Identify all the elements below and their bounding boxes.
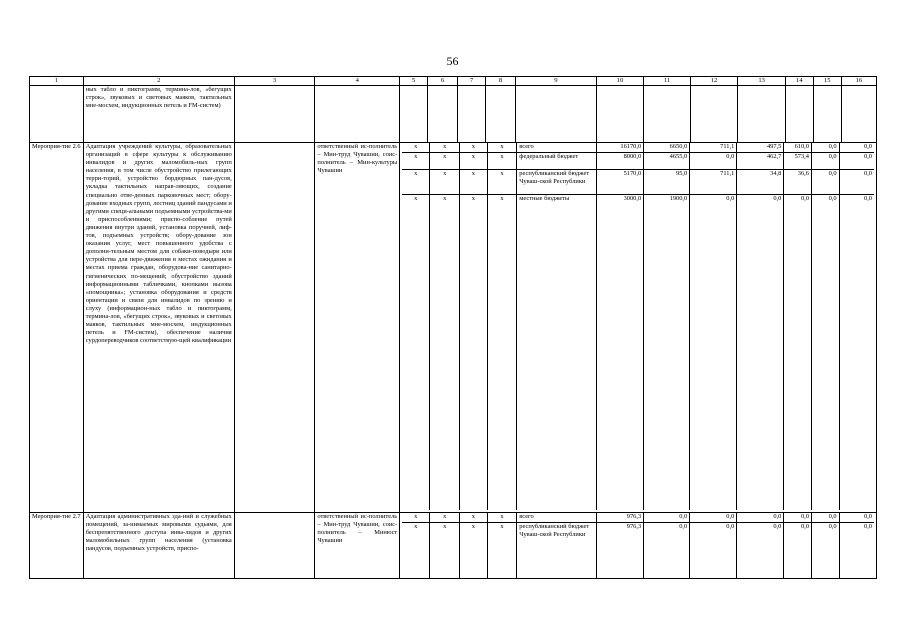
measure-executor: ответственный ис-полнитель – Мин-труд Чувашии, соис-полнитель – Минюст Чувашии (315, 513, 400, 579)
funding-line: х х х х всего 16170,0 6650,0 711,1 497,5 610,0 0,0 0,0 (402, 143, 874, 152)
measure-executor: ответственный ис-полнитель – Мин-труд Чувашии, соис-полнитель – Мин-культуры Чувашии (315, 143, 400, 513)
funding-line: х х х х местные бюджеты 3000,0 1900,0 0,0 0,0 0,0 0,0 0,0 (402, 194, 874, 510)
continuation-row (30, 86, 877, 143)
col-header: 7 (458, 77, 486, 86)
funding-line: х х х х федеральный бюджет 8000,0 4655,0 0,0 462,7 573,4 0,0 0,0 (402, 152, 874, 169)
col-header: 14 (785, 77, 813, 86)
col-header: 12 (690, 77, 738, 86)
col-header: 15 (813, 77, 841, 86)
funding-source: всего (517, 513, 597, 522)
col-header: 8 (486, 77, 516, 86)
funding-subtable (402, 143, 874, 510)
funding-line: х х х х республиканский бюджет Чуваш-ской Республики 976,3 0,0 0,0 0,0 0,0 0,0 0,0 (402, 522, 874, 578)
measure-row-2-7 (30, 513, 877, 579)
page-number: 56 (446, 54, 459, 68)
measure-label: Мероприя-тие 2.6 (30, 143, 84, 513)
col-header: 1 (30, 77, 84, 86)
col-header: 3 (234, 77, 315, 86)
column-number-row (30, 77, 877, 86)
col-header: 16 (841, 77, 876, 86)
program-table (29, 76, 877, 579)
measure-row-2-6 (30, 143, 877, 513)
col-header: 10 (596, 77, 644, 86)
col-header: 9 (516, 77, 597, 86)
funding-source: местные бюджеты (517, 194, 597, 510)
col-header: 4 (315, 77, 400, 86)
continuation-text: ных табло и пиктограмм, термина-лов, «бегущих строк», звуковых и световых маяков, тактильных мне-мосхем, индукционных петель и FM-систем) (83, 86, 234, 143)
funding-source: республиканский бюджет Чуваш-ской Республики (517, 522, 597, 578)
measure-description: Адаптация административных зда-ний и служебных помещений, за-нимаемых мировыми судьями, для беспрепятственного доступа инва-лидов и других маломобильных групп населения (установка пандусов, подъемных устройств, приспо- (83, 513, 234, 579)
funding-source: всего (517, 143, 597, 152)
col-header: 6 (428, 77, 458, 86)
measure-label: Мероприя-тие 2.7 (30, 513, 84, 579)
col-header: 5 (400, 77, 428, 86)
funding-line: х х х х всего 976,3 0,0 0,0 0,0 0,0 0,0 0,0 (402, 513, 874, 522)
col-header: 2 (83, 77, 234, 86)
funding-line: х х х х республиканский бюджет Чуваш-ской Республики 5170,0 95,0 711,1 34,8 36,6 0,0 0,0 (402, 169, 874, 194)
col-header: 11 (644, 77, 691, 86)
measure-description: Адаптация учреждений культуры, образовательных организаций в сфере культуры к обслуживанию инвалидов и других маломобиль-ных групп населения, в том числе обустройство прилегающих терри-торий, устройство бордюрных пан-дусов, укладка тактильных направ-ляющих, создание специально отве-денных парковочных мест; обору-дование входных групп, лестниц зданий пандусами и другими специ-альными подъемными устройства-ми и приспособлениями; приспо-собление путей движения внутри зданий, установка поручней, лиф-тов, подъемных устройств; обору-дование зон оказания услуг, мест повышенного удобства с дополни-тельным местом для собаки-поводыря или устройства для пере-движения в местах ожидания и местах приема граждан, оборудова-ние санитарно-гигиенических по-мещений; обустройство зданий информационными табличками, кнопками вызова «помощника»; установка оборудования и средств ориентации и связи для инвалидов по зрению и слуху (информацион-ных табло и пиктограмм, термина-лов, «бегущих строк», звуковых и световых маяков, тактильных мне-мосхем, индукционных петель и FM-систем), обеспечение наличия сурдопереводчиков соответствую-щей квалификации (83, 143, 234, 513)
funding-source: федеральный бюджет (517, 152, 597, 169)
col-header: 13 (738, 77, 786, 86)
funding-subtable (402, 513, 874, 578)
funding-source: республиканский бюджет Чуваш-ской Республики (517, 169, 597, 194)
